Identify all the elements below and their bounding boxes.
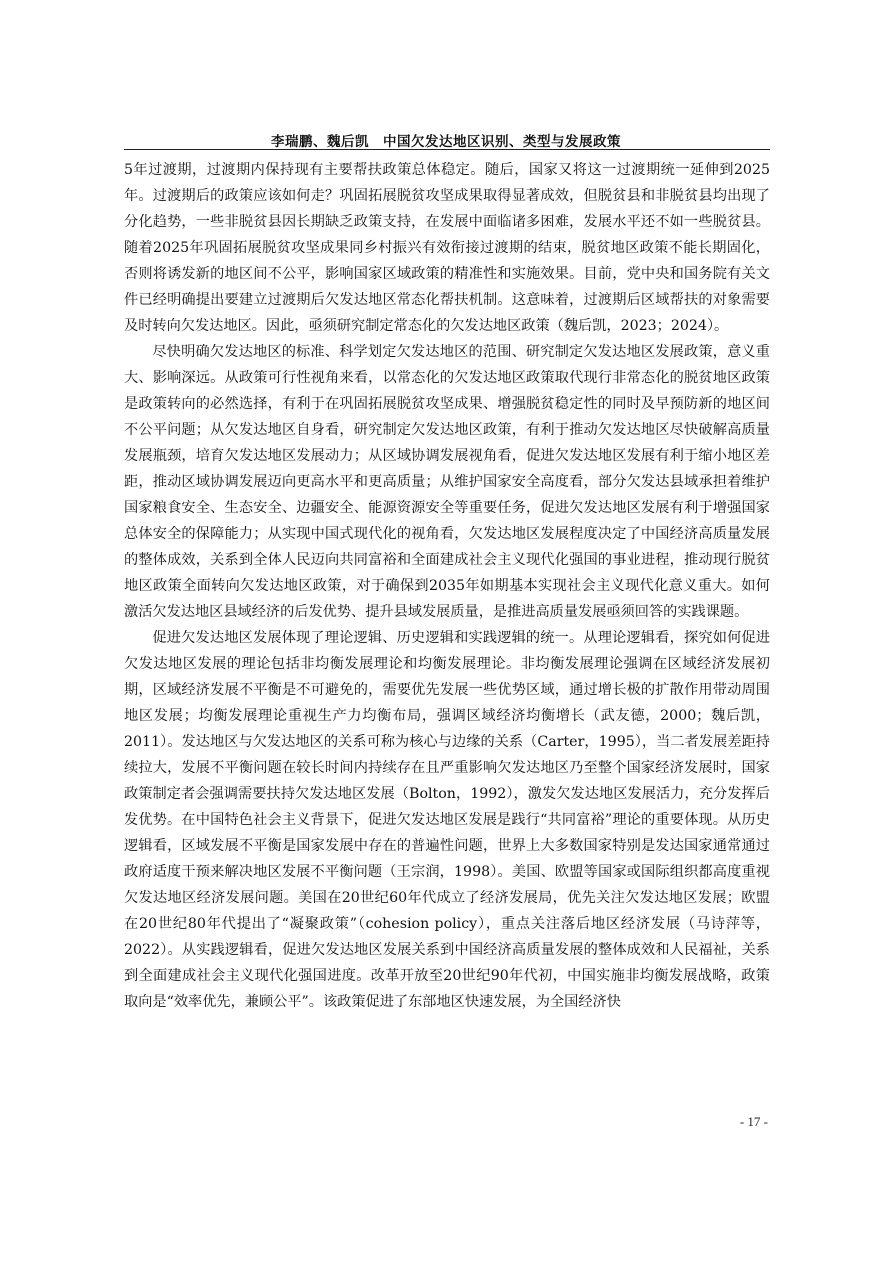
paragraph-3: 促进欠发达地区发展体现了理论逻辑、历史逻辑和实践逻辑的统一。从理论逻辑看，探究如何促进欠发达地区发展的理论包括非均衡发展理论和均衡发展理论。非均衡发展理论强调在区域经济发展初期，区域经济发展不平衡是不可避免的，需要优先发展一些优势区域，通过增长极的扩散作用带动周围地区发展；均衡发展理论重视生产力均衡布局，强调区域经济均衡增长（武友德，2000；魏后凯，2011）。发达地区与欠发达地区的关系可称为核心与边缘的关系（Carter，1995），当二者发展差距持续拉大，发展不平衡问题在较长时间内持续存在且严重影响欠发达地区乃至整个国家经济发展时，国家政策制定者会强调需要扶持欠发达地区发展（Bolton，1992），激发欠发达地区发展活力，充分发挥后发优势。在中国特色社会主义背景下，促进欠发达地区发展是践行“共同富裕”理论的重要体现。从历史逻辑看，区域发展不平衡是国家发展中存在的普遍性问题，世界上大多数国家特别是发达国家通常通过政府适度干预来解决地区发展不平衡问题（王宗润，1998）。美国、欧盟等国家或国际组织都高度重视欠发达地区经济发展问题。美国在20世纪60年代成立了经济发展局，优先关注欠发达地区发展；欧盟在20世纪80年代提出了“凝聚政策”（cohesion policy），重点关注落后地区经济发展（马诗萍等，2022）。从实践逻辑看，促进欠发达地区发展关系到中国经济高质量发展的整体成效和人民福祉，关系到全面建成社会主义现代化强国进度。改革开放至20世纪90年代初，中国实施非均衡发展战略，政策取向是“效率优先，兼顾公平”。该政策促进了东部地区快速发展，为全国经济快 <box>124 630 770 1010</box>
article-body <box>124 157 770 1015</box>
page-number: - 17 - <box>739 1114 768 1129</box>
running-header: 李瑞鹏、魏后凯 中国欠发达地区识别、类型与发展政策 <box>271 134 621 150</box>
header-rule <box>124 149 770 150</box>
paragraph-1: 5年过渡期，过渡期内保持现有主要帮扶政策总体稳定。随后，国家又将这一过渡期统一延伸到2025年。过渡期后的政策应该如何走？巩固拓展脱贫攻坚成果取得显著成效，但脱贫县和非脱贫县均出现了分化趋势，一些非脱贫县因长期缺乏政策支持，在发展中面临诸多困难，发展水平还不如一些脱贫县。随着2025年巩固拓展脱贫攻坚成果同乡村振兴有效衔接过渡期的结束，脱贫地区政策不能长期固化，否则将诱发新的地区间不公平，影响国家区域政策的精准性和实施效果。目前，党中央和国务院有关文件已经明确提出要建立过渡期后欠发达地区常态化帮扶机制。这意味着，过渡期后区域帮扶的对象需要及时转向欠发达地区。因此，亟须研究制定常态化的欠发达地区政策（魏后凯，2023；2024）。 <box>124 162 770 334</box>
paragraph-2: 尽快明确欠发达地区的标准、科学划定欠发达地区的范围、研究制定欠发达地区发展政策，意义重大、影响深远。从政策可行性视角来看，以常态化的欠发达地区政策取代现行非常态化的脱贫地区政策是政策转向的必然选择，有利于在巩固拓展脱贫攻坚成果、增强脱贫稳定性的同时及早预防新的地区间不公平问题；从欠发达地区自身看，研究制定欠发达地区政策，有利于推动欠发达地区尽快破解高质量发展瓶颈，培育欠发达地区发展动力；从区域协调发展视角看，促进欠发达地区发展有利于缩小地区差距，推动区域协调发展迈向更高水平和更高质量；从维护国家安全高度看，部分欠发达县域承担着维护国家粮食安全、生态安全、边疆安全、能源资源安全等重要任务，促进欠发达地区发展有利于增强国家总体安全的保障能力；从实现中国式现代化的视角看，欠发达地区发展程度决定了中国经济高质量发展的整体成效，关系到全体人民迈向共同富裕和全面建成社会主义现代化强国的事业进程，推动现行脱贫地区政策全面转向欠发达地区政策，对于确保到2035年如期基本实现社会主义现代化意义重大。如何激活欠发达地区县域经济的后发优势、提升县域发展质量，是推进高质量发展亟须回答的实践课题。 <box>124 344 770 620</box>
